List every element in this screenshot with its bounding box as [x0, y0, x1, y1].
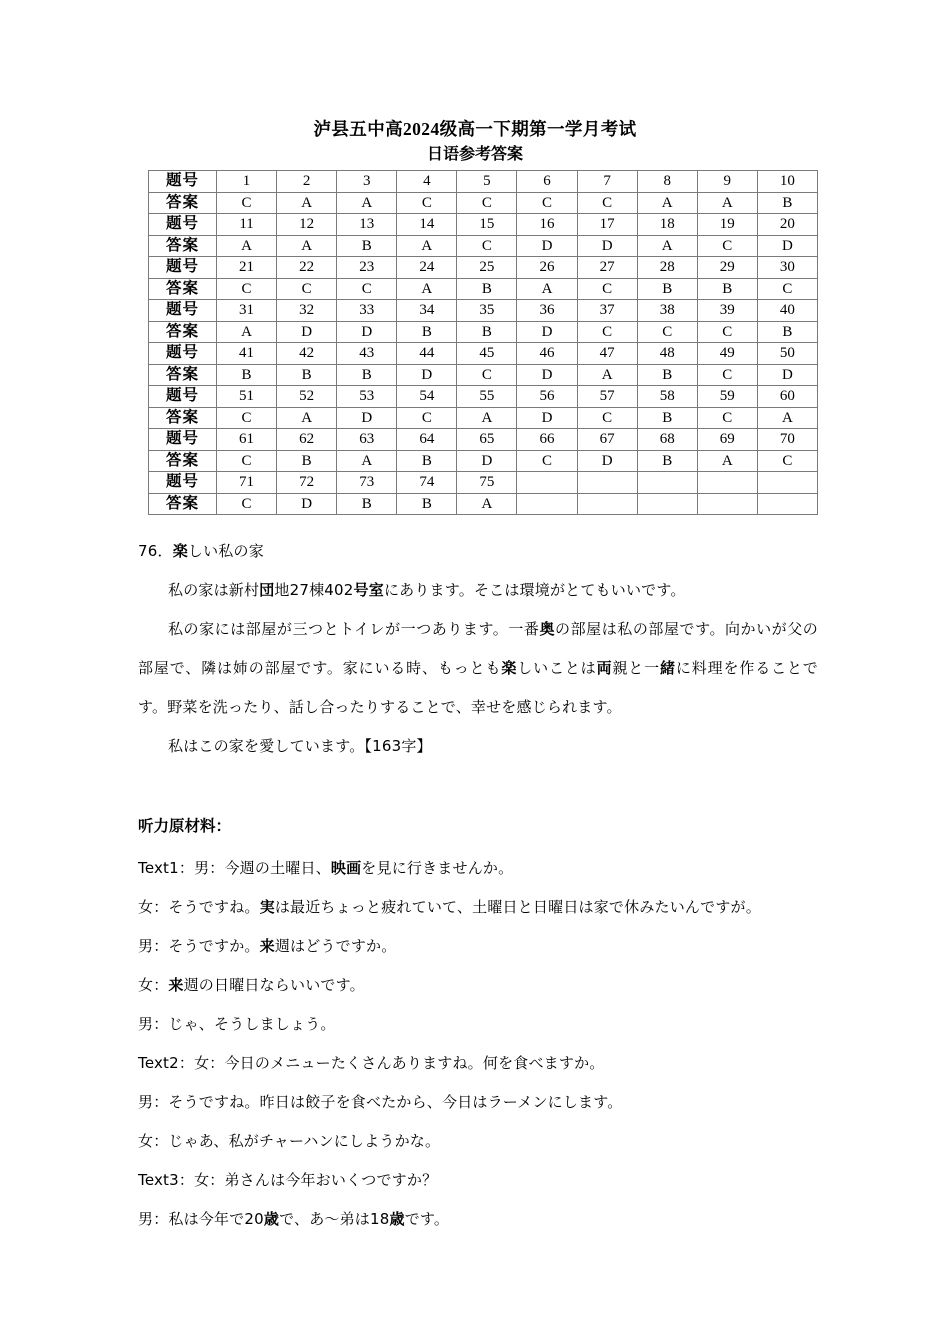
question-number-cell: 20: [757, 214, 817, 236]
answer-cell: C: [697, 321, 757, 343]
essay-p2-bold-ryou: 両: [596, 659, 613, 677]
listening-dialog-line: [138, 966, 818, 1005]
question-number-cell: 1: [217, 171, 277, 193]
question-number-cell: 44: [397, 343, 457, 365]
table-row: [149, 278, 818, 300]
question-number-cell: 36: [517, 300, 577, 322]
dialog-text: 男：そうですか。: [138, 937, 260, 955]
question-number-cell: 27: [577, 257, 637, 279]
table-row: [149, 300, 818, 322]
answer-row-label: 答案: [149, 321, 217, 343]
question-number-cell: 23: [337, 257, 397, 279]
question-row-label: 题号: [149, 472, 217, 494]
answer-cell: A: [277, 407, 337, 429]
answer-cell: D: [517, 235, 577, 257]
answer-row-label: 答案: [149, 364, 217, 386]
question-number-cell: 53: [337, 386, 397, 408]
table-row: [149, 257, 818, 279]
dialog-emphasis: 歳: [263, 1210, 280, 1228]
answer-cell: D: [517, 407, 577, 429]
document-subtitle: 日语参考答案: [426, 146, 523, 163]
question-number-cell: 61: [217, 429, 277, 451]
answer-cell: B: [397, 450, 457, 472]
answer-cell: C: [517, 450, 577, 472]
answer-cell: B: [337, 493, 397, 515]
question-number-cell: 30: [757, 257, 817, 279]
question-number-cell: 4: [397, 171, 457, 193]
answer-row-label: 答案: [149, 192, 217, 214]
answer-cell: A: [517, 278, 577, 300]
answer-cell: A: [697, 192, 757, 214]
question-number-cell: 32: [277, 300, 337, 322]
answer-cell: B: [637, 364, 697, 386]
answer-cell: C: [217, 450, 277, 472]
question-number-cell: 63: [337, 429, 397, 451]
question-number-cell: 35: [457, 300, 517, 322]
answer-row-label: 答案: [149, 493, 217, 515]
question-number-cell: 64: [397, 429, 457, 451]
answer-cell: C: [637, 321, 697, 343]
question-number-cell: [517, 472, 577, 494]
question-number-cell: [637, 472, 697, 494]
answer-table-container: [0, 170, 950, 515]
dialog-emphasis: 映画: [330, 859, 362, 877]
answer-cell: B: [337, 364, 397, 386]
question-number-cell: 50: [757, 343, 817, 365]
question-number-cell: 57: [577, 386, 637, 408]
question-number-cell: 17: [577, 214, 637, 236]
answer-cell: B: [337, 235, 397, 257]
question-number-cell: 68: [637, 429, 697, 451]
dialog-text: Text3：女：弟さんは今年おいくつですか？: [138, 1171, 438, 1189]
answer-cell: [697, 493, 757, 515]
essay-p1-bold-dan: 団: [259, 581, 275, 599]
answer-cell: B: [457, 321, 517, 343]
dialog-emphasis: 来: [168, 976, 184, 994]
answer-cell: A: [637, 192, 697, 214]
essay-paragraph-2: [138, 610, 818, 727]
answer-cell: C: [277, 278, 337, 300]
essay-heading-bold: 楽: [172, 542, 188, 560]
question-number-cell: 13: [337, 214, 397, 236]
question-number-cell: 39: [697, 300, 757, 322]
answer-row-label: 答案: [149, 407, 217, 429]
table-row: [149, 386, 818, 408]
question-number-cell: 46: [517, 343, 577, 365]
table-row: [149, 407, 818, 429]
essay-p2-bold-oku: 奥: [539, 620, 556, 638]
question-number-cell: 40: [757, 300, 817, 322]
answer-cell: B: [217, 364, 277, 386]
answer-key-table: [148, 170, 818, 515]
essay-p2-bold-tanoshii: 楽: [501, 659, 518, 677]
answer-cell: D: [337, 407, 397, 429]
answer-cell: C: [577, 321, 637, 343]
question-row-label: 题号: [149, 171, 217, 193]
question-number-cell: 71: [217, 472, 277, 494]
question-number-cell: 21: [217, 257, 277, 279]
answer-cell: C: [457, 192, 517, 214]
question-number-cell: 62: [277, 429, 337, 451]
question-number-cell: 29: [697, 257, 757, 279]
dialog-text: で、あ～弟は18: [279, 1210, 390, 1228]
question-number-cell: 73: [337, 472, 397, 494]
question-number-cell: [697, 472, 757, 494]
question-number-cell: 28: [637, 257, 697, 279]
answer-cell: C: [697, 235, 757, 257]
table-row: [149, 472, 818, 494]
essay-p1-part-c: 地27棟402: [274, 581, 354, 599]
question-number-cell: 75: [457, 472, 517, 494]
question-number-cell: [577, 472, 637, 494]
question-number-cell: 60: [757, 386, 817, 408]
question-number-cell: 52: [277, 386, 337, 408]
listening-lines-container: [138, 849, 818, 1239]
answer-cell: D: [397, 364, 457, 386]
listening-dialog-line: [138, 849, 818, 888]
answer-cell: C: [217, 493, 277, 515]
question-number-cell: 18: [637, 214, 697, 236]
essay-number: 76．: [138, 542, 173, 560]
listening-dialog-line: [138, 1005, 818, 1044]
question-row-label: 题号: [149, 300, 217, 322]
answer-cell: C: [577, 192, 637, 214]
listening-section-title: 听力原材料：: [138, 817, 232, 835]
question-number-cell: 48: [637, 343, 697, 365]
answer-cell: C: [397, 407, 457, 429]
answer-cell: [517, 493, 577, 515]
essay-section: [0, 515, 950, 766]
answer-cell: C: [397, 192, 457, 214]
question-number-cell: 6: [517, 171, 577, 193]
answer-cell: [637, 493, 697, 515]
answer-cell: C: [757, 278, 817, 300]
dialog-emphasis: 歳: [389, 1210, 405, 1228]
question-number-cell: 45: [457, 343, 517, 365]
question-number-cell: 2: [277, 171, 337, 193]
table-row: [149, 429, 818, 451]
answer-row-label: 答案: [149, 450, 217, 472]
dialog-text: 女：そうですね。: [138, 898, 260, 916]
answer-row-label: 答案: [149, 235, 217, 257]
table-row: [149, 364, 818, 386]
answer-cell: C: [217, 407, 277, 429]
answer-cell: B: [277, 450, 337, 472]
answer-cell: C: [457, 235, 517, 257]
question-number-cell: 11: [217, 214, 277, 236]
answer-cell: D: [277, 321, 337, 343]
question-row-label: 题号: [149, 386, 217, 408]
question-number-cell: 59: [697, 386, 757, 408]
answer-cell: D: [337, 321, 397, 343]
answer-cell: D: [517, 364, 577, 386]
answer-cell: C: [757, 450, 817, 472]
question-row-label: 题号: [149, 257, 217, 279]
dialog-text: Text1：男：今週の土曜日、: [138, 859, 331, 877]
listening-dialog-line: [138, 1161, 818, 1200]
question-number-cell: 69: [697, 429, 757, 451]
question-number-cell: 54: [397, 386, 457, 408]
answer-cell: A: [397, 278, 457, 300]
question-number-cell: 19: [697, 214, 757, 236]
question-number-cell: 51: [217, 386, 277, 408]
question-number-cell: 58: [637, 386, 697, 408]
question-number-cell: 9: [697, 171, 757, 193]
essay-paragraph-3: 私はこの家を愛しています。【163字】: [168, 737, 432, 755]
answer-cell: D: [517, 321, 577, 343]
answer-cell: C: [577, 407, 637, 429]
listening-dialog-line: [138, 888, 818, 927]
table-row: [149, 343, 818, 365]
question-number-cell: 33: [337, 300, 397, 322]
essay-p2-part-c: の部屋は私の部屋です。向かいが父の部屋で、隣は姉の部屋です。家にいる時、もっとも: [138, 620, 818, 677]
answer-cell: C: [697, 407, 757, 429]
answer-cell: B: [697, 278, 757, 300]
answer-cell: C: [217, 192, 277, 214]
question-number-cell: 72: [277, 472, 337, 494]
dialog-emphasis: 来: [259, 937, 275, 955]
question-number-cell: 74: [397, 472, 457, 494]
listening-dialog-line: [138, 1083, 818, 1122]
question-number-cell: 26: [517, 257, 577, 279]
question-row-label: 题号: [149, 429, 217, 451]
answer-cell: D: [757, 364, 817, 386]
answer-cell: D: [757, 235, 817, 257]
listening-script-section: [0, 766, 950, 1239]
dialog-text: 女：じゃあ、私がチャーハンにしようかな。: [138, 1132, 441, 1150]
essay-heading-rest: しい私の家: [187, 542, 264, 560]
question-number-cell: 65: [457, 429, 517, 451]
dialog-emphasis: 実: [259, 898, 275, 916]
question-number-cell: 12: [277, 214, 337, 236]
table-row: [149, 493, 818, 515]
question-number-cell: [757, 472, 817, 494]
answer-cell: A: [457, 407, 517, 429]
answer-cell: B: [757, 321, 817, 343]
answer-cell: B: [757, 192, 817, 214]
answer-cell: A: [457, 493, 517, 515]
question-number-cell: 41: [217, 343, 277, 365]
table-row: [149, 192, 818, 214]
listening-dialog-line: [138, 1122, 818, 1161]
question-number-cell: 16: [517, 214, 577, 236]
question-number-cell: 37: [577, 300, 637, 322]
essay-p2-part-a: 私の家には部屋が三つとトイレが一つあります。一番: [168, 620, 540, 638]
question-number-cell: 7: [577, 171, 637, 193]
question-number-cell: 70: [757, 429, 817, 451]
question-number-cell: 66: [517, 429, 577, 451]
answer-cell: B: [397, 493, 457, 515]
dialog-text: は最近ちょっと疲れていて、土曜日と日曜日は家で休みたいんですが。: [274, 898, 761, 916]
dialog-text: 男：私は今年で20: [138, 1210, 264, 1228]
question-number-cell: 34: [397, 300, 457, 322]
question-number-cell: 47: [577, 343, 637, 365]
dialog-text: 週の日曜日ならいいです。: [183, 976, 365, 994]
answer-cell: A: [637, 235, 697, 257]
table-row: [149, 321, 818, 343]
answer-cell: A: [757, 407, 817, 429]
answer-row-label: 答案: [149, 278, 217, 300]
answer-cell: C: [517, 192, 577, 214]
dialog-text: 週はどうですか。: [274, 937, 397, 955]
dialog-text: を見に行きませんか。: [361, 859, 514, 877]
question-number-cell: 43: [337, 343, 397, 365]
question-number-cell: 55: [457, 386, 517, 408]
answer-cell: A: [337, 192, 397, 214]
listening-dialog-line: [138, 927, 818, 966]
dialog-text: Text2：女：今日のメニューたくさんありますね。何を食べますか。: [138, 1054, 605, 1072]
essay-p2-part-i: に料理を作ることです。野菜を洗ったり、話し合ったりすることで、幸せを感じられます。: [138, 659, 819, 716]
document-title: 泸县五中高2024级高一下期第一学月考试: [313, 119, 637, 139]
question-number-cell: 5: [457, 171, 517, 193]
answer-cell: B: [277, 364, 337, 386]
table-row: [149, 450, 818, 472]
listening-dialog-line: [138, 1200, 818, 1239]
question-row-label: 题号: [149, 343, 217, 365]
answer-cell: A: [337, 450, 397, 472]
question-number-cell: 38: [637, 300, 697, 322]
answer-cell: B: [457, 278, 517, 300]
answer-cell: B: [637, 407, 697, 429]
question-number-cell: 3: [337, 171, 397, 193]
essay-p1-part-a: 私の家は新村: [168, 581, 260, 599]
question-number-cell: 49: [697, 343, 757, 365]
answer-cell: A: [397, 235, 457, 257]
question-number-cell: 31: [217, 300, 277, 322]
essay-p2-bold-sho: 緒: [660, 659, 676, 677]
listening-dialog-line: [138, 1044, 818, 1083]
essay-p2-part-e: しいことは: [517, 659, 597, 677]
essay-p1-part-e: にあります。そこは環境がとてもいいです。: [383, 581, 686, 599]
answer-cell: C: [337, 278, 397, 300]
answer-cell: D: [577, 235, 637, 257]
answer-cell: A: [217, 321, 277, 343]
table-row: [149, 171, 818, 193]
answer-cell: [577, 493, 637, 515]
answer-cell: A: [277, 235, 337, 257]
answer-cell: B: [637, 450, 697, 472]
answer-cell: C: [697, 364, 757, 386]
question-number-cell: 15: [457, 214, 517, 236]
dialog-text: 男：そうですね。昨日は餃子を食べたから、今日はラーメンにします。: [138, 1093, 623, 1111]
answer-cell: C: [217, 278, 277, 300]
dialog-text: です。: [404, 1210, 450, 1228]
answer-cell: B: [637, 278, 697, 300]
essay-paragraph-1: [138, 571, 818, 610]
question-number-cell: 22: [277, 257, 337, 279]
question-number-cell: 24: [397, 257, 457, 279]
answer-cell: D: [277, 493, 337, 515]
answer-cell: A: [697, 450, 757, 472]
answer-cell: [757, 493, 817, 515]
answer-cell: B: [397, 321, 457, 343]
question-number-cell: 10: [757, 171, 817, 193]
question-number-cell: 25: [457, 257, 517, 279]
dialog-text: 男：じゃ、そうしましょう。: [138, 1015, 336, 1033]
question-number-cell: 42: [277, 343, 337, 365]
question-number-cell: 14: [397, 214, 457, 236]
answer-cell: C: [457, 364, 517, 386]
answer-cell: A: [217, 235, 277, 257]
answer-cell: D: [577, 450, 637, 472]
answer-cell: A: [577, 364, 637, 386]
essay-p1-bold-goshitsu: 号室: [353, 581, 384, 599]
answer-cell: D: [457, 450, 517, 472]
question-number-cell: 67: [577, 429, 637, 451]
table-row: [149, 214, 818, 236]
question-number-cell: 56: [517, 386, 577, 408]
essay-p2-part-g: 親と一: [612, 659, 661, 677]
question-number-cell: 8: [637, 171, 697, 193]
answer-cell: C: [577, 278, 637, 300]
dialog-text: 女：: [138, 976, 169, 994]
table-row: [149, 235, 818, 257]
essay-heading: [138, 532, 818, 571]
question-row-label: 题号: [149, 214, 217, 236]
answer-cell: A: [277, 192, 337, 214]
